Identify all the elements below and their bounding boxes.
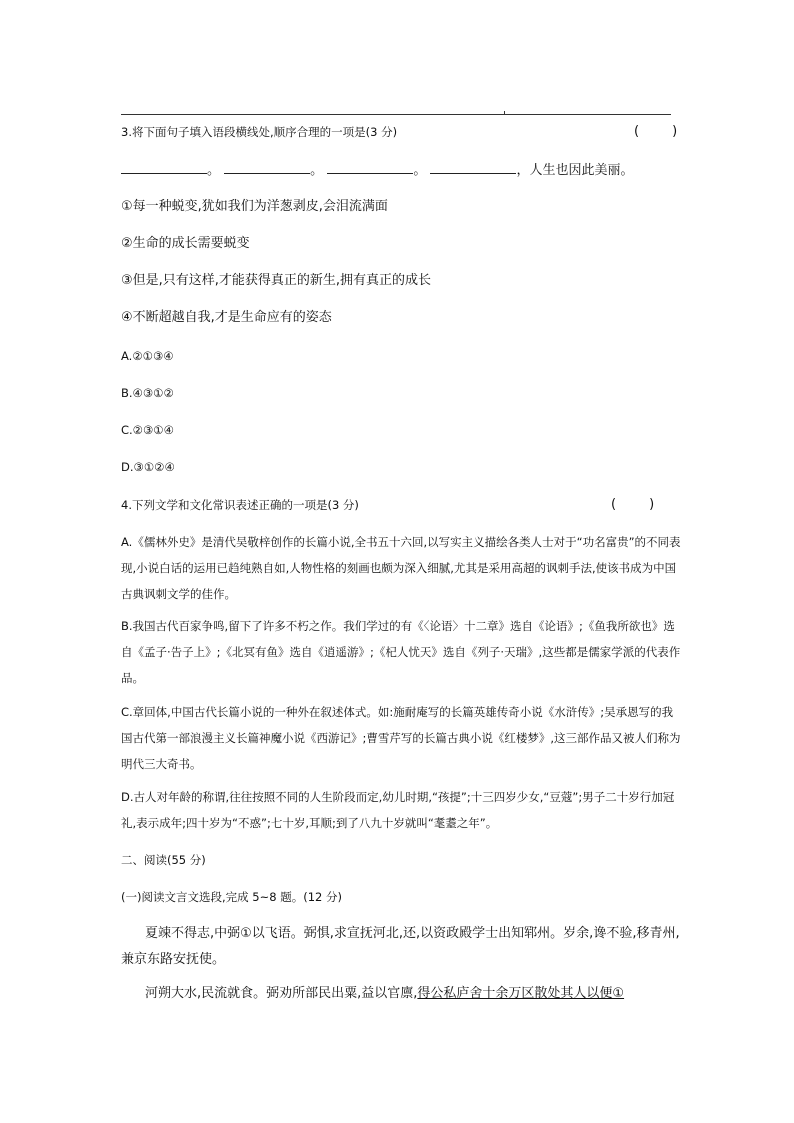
q3-option-d: D.③①②④ <box>121 460 175 474</box>
section-subtitle: (一)阅读文言文选段,完成 5~8 题。(12 分) <box>121 890 342 904</box>
blank-sep-2: 。 <box>310 163 324 178</box>
section-title: 二、阅读(55 分) <box>121 853 206 867</box>
passage-2-plain: 河朔大水,民流就食。弼劝所部民出粟,益以官廪, <box>145 986 418 1001</box>
q3-item-3: ③但是,只有这样,才能获得真正的新生,拥有真正的成长 <box>121 273 432 288</box>
top-rule <box>121 114 671 115</box>
blank-1 <box>121 161 207 174</box>
q3-option-a: A.②①③④ <box>121 349 174 363</box>
classical-passage-1: 夏竦不得志,中弼①以飞语。弼惧,求宣抚河北,还,以资政殿学士出知郓州。岁余,谗不验,移青州,兼京东路安抚使。 <box>121 926 680 967</box>
classical-passage-2 <box>121 981 681 1007</box>
blank-sep-3: 。 <box>413 163 427 178</box>
sentence-tail: ，人生也因此美丽。 <box>516 163 634 178</box>
q4-option-b: B.我国古代百家争鸣,留下了许多不朽之作。我们学过的有《〈论语〉十二章》选自《论语》;《鱼我所欲也》选自《孟子·告子上》;《北冥有鱼》选自《逍遥游》;《杞人忧天》选自《列子·天瑞》,这些都是儒家学派的代表作品。 <box>121 619 681 685</box>
q3-blanks-line <box>121 161 681 179</box>
q3-stem: 3.将下面句子填入语段横线处,顺序合理的一项是(3 分) <box>121 125 398 139</box>
q4-option-a: A.《儒林外史》是清代吴敬梓创作的长篇小说,全书五十六回,以写实主义描绘各类人士对于“功名富贵”的不同表现,小说白话的运用已趋纯熟自如,人物性格的刻画也颇为深入细腻,尤其是采用高超的讽刺手法,使该书成为中国古典讽刺文学的佳作。 <box>121 535 681 601</box>
q3-option-b: B.④③①② <box>121 386 174 400</box>
q4-stem: 4.下列文学和文化常识表述正确的一项是(3 分) <box>121 498 359 512</box>
q4-answer-paren: ( ) <box>611 497 655 512</box>
q3-item-4: ④不断超越自我,才是生命应有的姿态 <box>121 310 332 325</box>
passage-2-underlined: 得公私庐舍十余万区散处其人以便① <box>417 986 625 1001</box>
blank-4 <box>430 161 516 174</box>
q3-item-2: ②生命的成长需要蜕变 <box>121 236 250 251</box>
blank-2 <box>224 161 310 174</box>
blank-sep-1: 。 <box>207 163 221 178</box>
q3-item-1: ①每一种蜕变,犹如我们为洋葱剥皮,会泪流满面 <box>121 199 388 214</box>
q4-option-c: C.章回体,中国古代长篇小说的一种外在叙述体式。如:施耐庵写的长篇英雄传奇小说《水浒传》;吴承恩写的我国古代第一部浪漫主义长篇神魔小说《西游记》;曹雪芹写的长篇古典小说《红楼梦》,这三部作品又被人们称为明代三大奇书。 <box>121 705 681 771</box>
q3-option-c: C.②③①④ <box>121 423 174 437</box>
q3-answer-paren: ( ) <box>634 124 678 139</box>
q4-option-d: D.古人对年龄的称谓,往往按照不同的人生阶段而定,幼儿时期,“孩提”;十三四岁少女,“豆蔻”;男子二十岁行加冠礼,表示成年;四十岁为“不惑”;七十岁,耳顺;到了八九十岁就叫“耄耋之年”。 <box>121 790 675 830</box>
blank-3 <box>327 161 413 174</box>
